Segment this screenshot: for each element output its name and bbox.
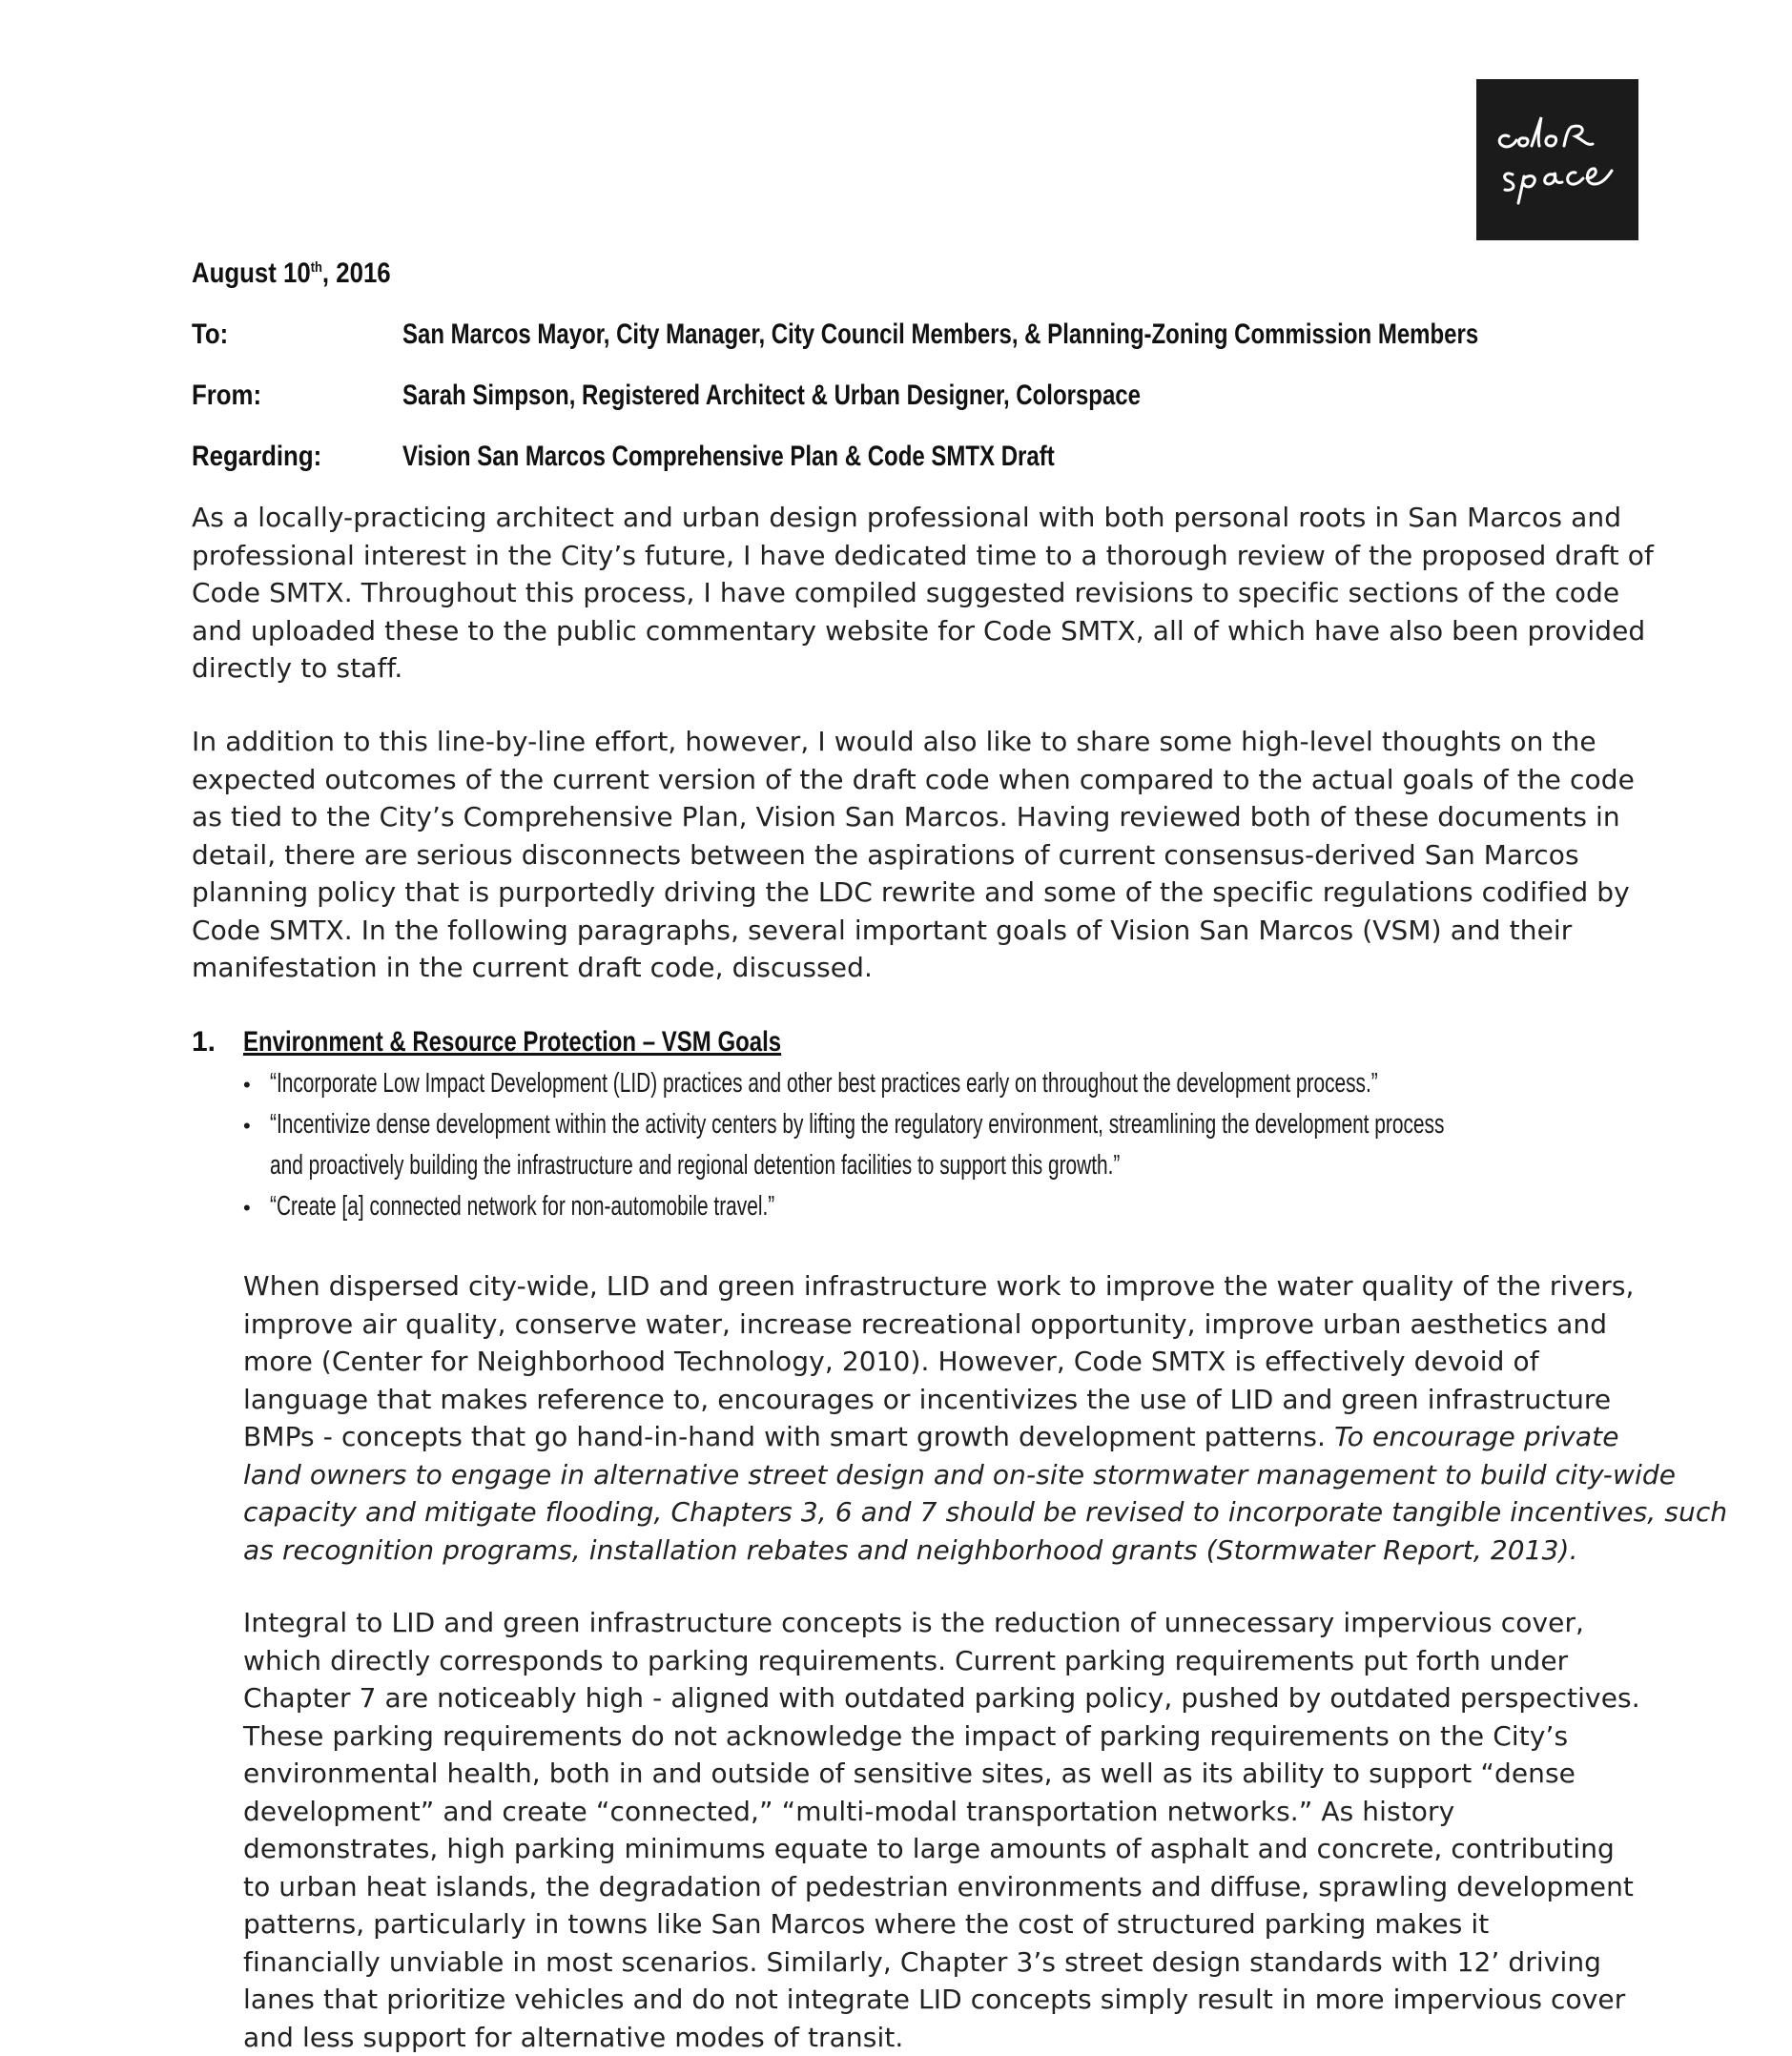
paragraph-line: manifestation in the current draft code, discussed. <box>192 949 1635 987</box>
paragraph-line: Code SMTX. In the following paragraphs, several important goals of Vision San Marcos (VSM) and their <box>192 912 1635 950</box>
logo-script-mark <box>1476 79 1638 240</box>
paragraph-line: professional interest in the City’s future, I have dedicated time to a thorough review of the proposed draft of <box>192 537 1654 575</box>
recommendation-text: To encourage private <box>1334 1421 1619 1452</box>
goal-bullet-1 <box>243 1068 1792 1100</box>
regarding-label: Regarding: <box>192 441 321 473</box>
paragraph-line: Code SMTX. Throughout this process, I have compiled suggested revisions to specific sections of the code <box>192 574 1654 612</box>
recommendation-line: capacity and mitigate flooding, Chapters 3, 6 and 7 should be revised to incorporate tangible incentives, such <box>243 1493 1727 1532</box>
to-value: San Marcos Mayor, City Manager, City Council Members, & Planning-Zoning Commission Members <box>402 319 1478 351</box>
regarding-value: Vision San Marcos Comprehensive Plan & Code SMTX Draft <box>402 441 1055 473</box>
goal-bullet-3 <box>243 1191 971 1223</box>
paragraph-line: In addition to this line-by-line effort, however, I would also like to share some high-level thoughts on the <box>192 723 1635 761</box>
paragraph-line: more (Center for Neighborhood Technology, 2010). However, Code SMTX is effectively devoid of <box>243 1343 1727 1381</box>
intro-paragraph <box>192 499 1654 688</box>
paragraph-line: development” and create “connected,” “multi-modal transportation networks.” As history <box>243 1793 1640 1831</box>
paragraph-line <box>243 1418 1727 1456</box>
bullet-text: “Incorporate Low Impact Development (LID) practices and other best practices early on throughout the development process.” <box>270 1068 1378 1100</box>
paragraph-line: As a locally-practicing architect and urban design professional with both personal roots in San Marcos and <box>192 499 1654 537</box>
overview-paragraph <box>192 723 1635 987</box>
paragraph-line: and less support for alternative modes of transit. <box>243 2019 1640 2056</box>
section-title: Environment & Resource Protection – VSM Goals <box>243 1026 781 1059</box>
recommendation-line: as recognition programs, installation rebates and neighborhood grants (Stormwater Report, 2013). <box>243 1532 1727 1570</box>
paragraph-line: lanes that prioritize vehicles and do not integrate LID concepts simply result in more impervious cover <box>243 1981 1640 2019</box>
paragraph-line: improve air quality, conserve water, increase recreational opportunity, improve urban aesthetics and <box>243 1306 1727 1344</box>
paragraph-line: Integral to LID and green infrastructure concepts is the reduction of unnecessary impervious cover, <box>243 1604 1640 1642</box>
bullet-dot: • <box>243 1196 270 1221</box>
goal-bullet-2-continued: and proactively building the infrastructure and regional detention facilities to support this growth.” <box>270 1150 1120 1182</box>
section-number: 1. <box>192 1026 216 1059</box>
letter-date: August 10th, 2016 <box>192 257 391 290</box>
lid-paragraph <box>243 1267 1727 1569</box>
bullet-dot: • <box>243 1073 270 1098</box>
paragraph-line: When dispersed city-wide, LID and green infrastructure work to improve the water quality of the rivers, <box>243 1267 1727 1306</box>
to-label: To: <box>192 319 228 351</box>
line-text: BMPs - concepts that go hand-in-hand with smart growth development patterns. <box>243 1421 1334 1452</box>
bullet-dot: • <box>243 1114 270 1139</box>
paragraph-line: environmental health, both in and outside of sensitive sites, as well as its ability to support “dense <box>243 1755 1640 1793</box>
colorspace-logo <box>1476 79 1638 240</box>
paragraph-line: financially unviable in most scenarios. Similarly, Chapter 3’s street design standards with 12’ driving <box>243 1943 1640 1982</box>
from-value: Sarah Simpson, Registered Architect & Urban Designer, Colorspace <box>402 380 1141 412</box>
paragraph-line: directly to staff. <box>192 649 1654 688</box>
paragraph-line: These parking requirements do not acknowledge the impact of parking requirements on the City’s <box>243 1717 1640 1756</box>
paragraph-line: which directly corresponds to parking requirements. Current parking requirements put forth under <box>243 1642 1640 1680</box>
paragraph-line: planning policy that is purportedly driving the LDC rewrite and some of the specific regulations codified by <box>192 874 1635 912</box>
paragraph-line: and uploaded these to the public commentary website for Code SMTX, all of which have also been provided <box>192 612 1654 650</box>
paragraph-line: to urban heat islands, the degradation of pedestrian environments and diffuse, sprawling development <box>243 1868 1640 1906</box>
paragraph-line: as tied to the City’s Comprehensive Plan, Vision San Marcos. Having reviewed both of these documents in <box>192 798 1635 836</box>
paragraph-line: patterns, particularly in towns like San Marcos where the cost of structured parking makes it <box>243 1905 1640 1943</box>
from-label: From: <box>192 380 261 412</box>
paragraph-line: expected outcomes of the current version of the draft code when compared to the actual goals of the code <box>192 761 1635 799</box>
paragraph-line: demonstrates, high parking minimums equate to large amounts of asphalt and concrete, contributing <box>243 1830 1640 1868</box>
bullet-text: “Incentivize dense development within the activity centers by lifting the regulatory environment, streamlining the development process <box>270 1109 1444 1141</box>
paragraph-line: detail, there are serious disconnects between the aspirations of current consensus-derived San Marcos <box>192 836 1635 874</box>
paragraph-line: Chapter 7 are noticeably high - aligned with outdated parking policy, pushed by outdated perspectives. <box>243 1679 1640 1717</box>
recommendation-line: land owners to engage in alternative street design and on-site stormwater management to build city-wide <box>243 1456 1727 1494</box>
paragraph-line: language that makes reference to, encourages or incentivizes the use of LID and green infrastructure <box>243 1381 1727 1419</box>
bullet-text: “Create [a] connected network for non-automobile travel.” <box>270 1191 774 1223</box>
goal-bullet-2 <box>243 1109 1792 1141</box>
parking-paragraph <box>243 1604 1640 2056</box>
